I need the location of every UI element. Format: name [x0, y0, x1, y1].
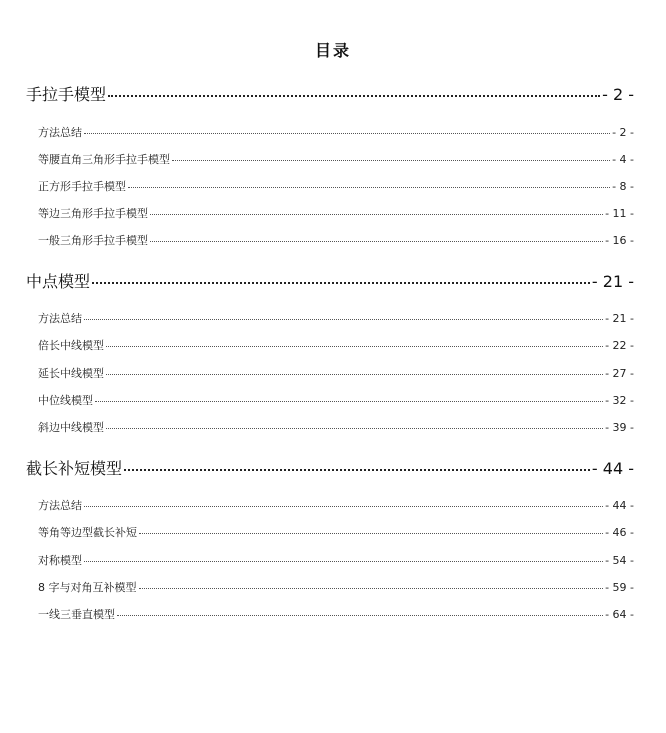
dot-leader: [84, 561, 603, 562]
section-page-number: - 16 -: [605, 234, 634, 247]
dot-leader: [117, 615, 603, 616]
dot-leader: [95, 401, 603, 402]
section-page-number: - 64 -: [605, 608, 634, 621]
section-title: 8 字与对角互补模型: [38, 581, 137, 594]
section-title: 对称模型: [38, 554, 82, 567]
toc-section-entry[interactable]: [38, 151, 634, 167]
section-title: 倍长中线模型: [38, 339, 104, 352]
dot-leader: [108, 95, 600, 97]
section-title: 方法总结: [38, 126, 82, 139]
toc-chapter-entry[interactable]: [26, 82, 634, 105]
dot-leader: [139, 533, 603, 534]
toc-section-entry[interactable]: [38, 232, 634, 248]
dot-leader: [150, 241, 603, 242]
dot-leader: [106, 428, 603, 429]
toc-chapter-entry[interactable]: [26, 269, 634, 292]
dot-leader: [84, 506, 603, 507]
section-page-number: - 59 -: [605, 581, 634, 594]
toc-chapter-entry[interactable]: [26, 456, 634, 479]
toc-section-entry[interactable]: [38, 205, 634, 221]
section-page-number: - 8 -: [612, 180, 634, 193]
section-title: 等角等边型截长补短: [38, 526, 137, 539]
toc-section-entry[interactable]: [38, 497, 634, 513]
section-title: 等腰直角三角形手拉手模型: [38, 153, 170, 166]
section-page-number: - 11 -: [605, 207, 634, 220]
toc-section-entry[interactable]: [38, 365, 634, 381]
toc-section-entry[interactable]: [38, 419, 634, 435]
section-page-number: - 2 -: [612, 126, 634, 139]
section-page-number: - 46 -: [605, 526, 634, 539]
section-title: 等边三角形手拉手模型: [38, 207, 148, 220]
toc-section-entry[interactable]: [38, 524, 634, 540]
dot-leader: [84, 133, 610, 134]
section-page-number: - 27 -: [605, 367, 634, 380]
dot-leader: [128, 187, 610, 188]
chapter-page-number: - 2 -: [602, 85, 634, 104]
section-page-number: - 39 -: [605, 421, 634, 434]
dot-leader: [92, 282, 590, 284]
section-page-number: - 22 -: [605, 339, 634, 352]
dot-leader: [172, 160, 610, 161]
section-title: 中位线模型: [38, 394, 93, 407]
section-page-number: - 44 -: [605, 499, 634, 512]
chapter-title: 中点模型: [26, 272, 91, 291]
toc-title: 目录: [314, 41, 351, 60]
toc-section-entry[interactable]: [38, 552, 634, 568]
toc-section-entry[interactable]: [38, 178, 634, 194]
dot-leader: [150, 214, 603, 215]
section-title: 正方形手拉手模型: [38, 180, 126, 193]
dot-leader: [84, 319, 603, 320]
section-title: 一般三角形手拉手模型: [38, 234, 148, 247]
dot-leader: [106, 374, 603, 375]
section-title: 延长中线模型: [38, 367, 104, 380]
section-page-number: - 4 -: [612, 153, 634, 166]
section-page-number: - 54 -: [605, 554, 634, 567]
toc-section-entry[interactable]: [38, 392, 634, 408]
toc-section-entry[interactable]: [38, 579, 634, 595]
dot-leader: [124, 469, 590, 471]
section-title: 斜边中线模型: [38, 421, 104, 434]
chapter-page-number: - 21 -: [591, 272, 634, 291]
dot-leader: [139, 588, 604, 589]
section-page-number: - 32 -: [605, 394, 634, 407]
toc-section-entry[interactable]: [38, 606, 634, 622]
toc-section-entry[interactable]: [38, 310, 634, 326]
section-title: 方法总结: [38, 499, 82, 512]
chapter-title: 手拉手模型: [26, 85, 107, 104]
toc-section-entry[interactable]: [38, 124, 634, 140]
toc-section-entry[interactable]: [38, 337, 634, 353]
dot-leader: [106, 346, 603, 347]
chapter-title: 截长补短模型: [26, 459, 123, 478]
section-title: 一线三垂直模型: [38, 608, 115, 621]
section-title: 方法总结: [38, 312, 82, 325]
section-page-number: - 21 -: [605, 312, 634, 325]
chapter-page-number: - 44 -: [591, 459, 634, 478]
